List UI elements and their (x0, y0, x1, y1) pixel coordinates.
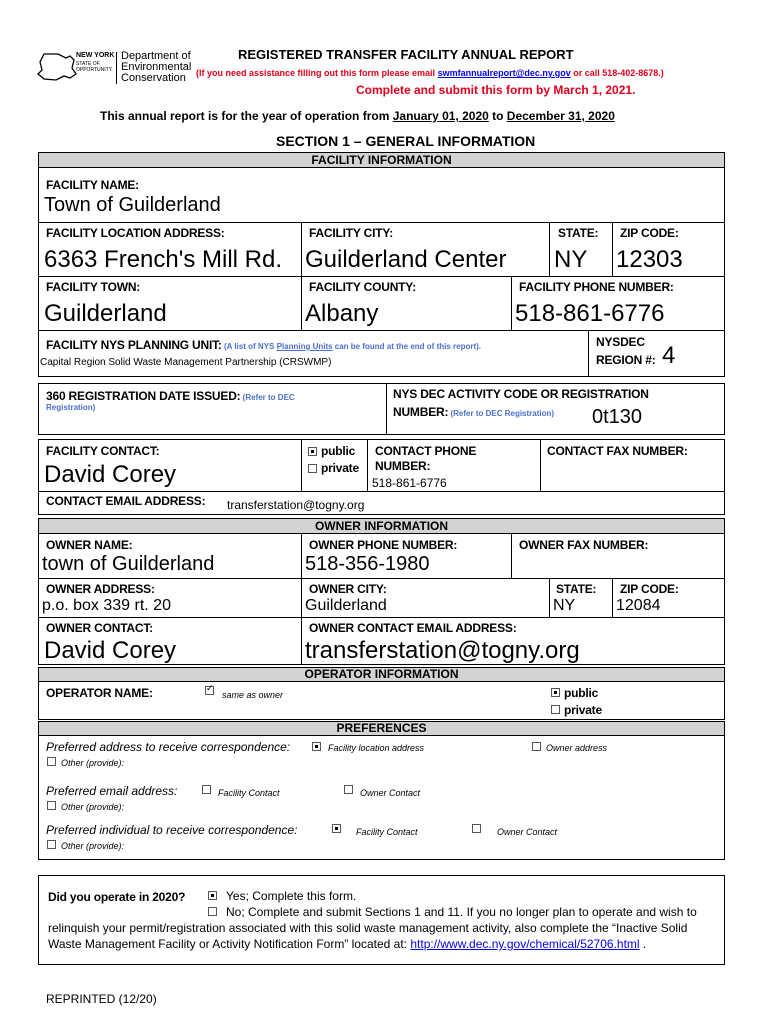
facility-name-value[interactable]: Town of Guilderland (44, 194, 221, 216)
pref-address-facility-checkbox[interactable] (312, 742, 321, 751)
same-as-owner-checkbox[interactable] (205, 686, 214, 695)
year-prefix: This annual report is for the year of operation from (100, 109, 393, 123)
pref-address-facility-label: Facility location address (328, 743, 425, 753)
pref-individual-facility-checkbox[interactable] (332, 824, 341, 833)
planning-note-post: can be found at the end of this report). (332, 342, 482, 351)
facility-county-label: FACILITY COUNTY: (309, 280, 417, 294)
pref-address-question: Preferred address to receive correspondence: (46, 740, 291, 754)
deadline-note: Complete and submit this form by March 1, 2021. (356, 83, 636, 97)
operate-box (38, 875, 725, 965)
section1-title: SECTION 1 – GENERAL INFORMATION (276, 133, 536, 149)
year-of-operation (100, 109, 615, 123)
facility-phone-label: FACILITY PHONE NUMBER: (519, 280, 674, 294)
planning-unit-value[interactable]: Capital Region Solid Waste Management Partnership (CRSWMP) (40, 357, 332, 368)
facility-city-label: FACILITY CITY: (309, 226, 394, 240)
operator-public-label: public (564, 686, 599, 700)
pref-email-question: Preferred email address: (46, 784, 178, 798)
facility-info-bar: FACILITY INFORMATION (38, 152, 725, 168)
facility-contact-label: FACILITY CONTACT: (46, 444, 160, 458)
facility-state-label: STATE: (558, 226, 599, 240)
activity-code-value[interactable]: 0t130 (592, 406, 643, 428)
operate-no-line2: relinquish your permit/registration associated with this solid waste management activity, also complete the “Inactive Solid (48, 921, 688, 935)
new-york-map-icon (36, 52, 80, 82)
year-start: January 01, 2020 (392, 109, 489, 123)
pref-email-owner-label: Owner Contact (360, 788, 421, 798)
region-label-2: REGION #: (596, 353, 656, 367)
owner-zip-label: ZIP CODE: (620, 582, 679, 596)
contact-fax-label: CONTACT FAX NUMBER: (547, 444, 688, 458)
owner-contact-value[interactable]: David Corey (44, 637, 177, 664)
owner-name-label: OWNER NAME: (46, 538, 133, 552)
pref-email-other-checkbox[interactable] (47, 801, 56, 810)
registration-date-note-2: Registration) (46, 403, 96, 412)
pref-address-owner-label: Owner address (546, 743, 608, 753)
planning-units-link[interactable]: Planning Units (276, 342, 333, 351)
owner-phone-value[interactable]: 518-356-1980 (305, 553, 430, 575)
contact-email-label: CONTACT EMAIL ADDRESS: (46, 494, 206, 508)
region-label-1: NYSDEC (596, 335, 645, 349)
operator-name-label: OPERATOR NAME: (46, 686, 153, 700)
operate-no-line3-pre: Waste Management Facility or Activity Notification Form” located at: (48, 937, 411, 951)
owner-email-value[interactable]: transferstation@togny.org (305, 637, 580, 664)
contact-public-checkbox[interactable] (308, 447, 317, 456)
pref-individual-other-checkbox[interactable] (47, 840, 56, 849)
facility-zip-label: ZIP CODE: (620, 226, 679, 240)
pref-email-other-label: Other (provide): (61, 802, 125, 812)
operator-private-label: private (564, 703, 602, 717)
contact-email-value[interactable]: transferstation@togny.org (227, 498, 365, 512)
contact-private-checkbox[interactable] (308, 464, 317, 473)
owner-contact-label: OWNER CONTACT: (46, 621, 153, 635)
activity-code-label-1: NYS DEC ACTIVITY CODE OR REGISTRATION (393, 387, 649, 401)
year-end: December 31, 2020 (506, 109, 615, 123)
owner-city-value[interactable]: Guilderland (305, 597, 387, 614)
pref-email-facility-checkbox[interactable] (202, 785, 211, 794)
planning-unit-label: FACILITY NYS PLANNING UNIT: (46, 338, 222, 352)
owner-info-bar: OWNER INFORMATION (38, 518, 725, 534)
facility-address-label: FACILITY LOCATION ADDRESS: (46, 226, 225, 240)
owner-city-label: OWNER CITY: (309, 582, 387, 596)
owner-zip-value[interactable]: 12084 (616, 597, 661, 614)
logo-state-line3: OPPORTUNITY. (76, 67, 113, 73)
operate-yes-checkbox[interactable] (208, 891, 217, 900)
contact-phone-label-1: CONTACT PHONE (375, 444, 477, 458)
planning-unit-label-row (46, 336, 481, 354)
owner-address-value[interactable]: p.o. box 339 rt. 20 (42, 597, 171, 614)
facility-name-label: FACILITY NAME: (46, 178, 139, 192)
pref-individual-owner-label: Owner Contact (497, 827, 558, 837)
same-as-owner-label: same as owner (222, 690, 284, 700)
contact-public-label: public (321, 444, 356, 458)
facility-county-value[interactable]: Albany (305, 300, 379, 327)
pref-individual-owner-checkbox[interactable] (472, 824, 481, 833)
facility-city-value[interactable]: Guilderland Center (305, 246, 507, 273)
facility-phone-value[interactable]: 518-861-6776 (515, 300, 665, 327)
activity-code-note: (Refer to DEC Registration) (448, 409, 555, 418)
planning-note-pre: (A list of NYS (221, 342, 277, 351)
operate-no-checkbox[interactable] (208, 907, 217, 916)
year-mid: to (488, 109, 507, 123)
facility-zip-value[interactable]: 12303 (616, 246, 683, 273)
facility-town-label: FACILITY TOWN: (46, 280, 141, 294)
assist-prefix: (If you need assistance filling out this form please email (196, 68, 438, 78)
region-value[interactable]: 4 (662, 342, 676, 369)
operate-no-line3-post: . (639, 937, 647, 951)
owner-phone-label: OWNER PHONE NUMBER: (309, 538, 458, 552)
owner-fax-label: OWNER FAX NUMBER: (519, 538, 649, 552)
operator-info-bar: OPERATOR INFORMATION (38, 667, 725, 682)
activity-code-label-2: NUMBER: (393, 405, 449, 419)
pref-individual-question: Preferred individual to receive correspondence: (46, 823, 298, 837)
owner-name-value[interactable]: town of Guilderland (42, 553, 215, 575)
owner-state-value[interactable]: NY (553, 597, 576, 614)
owner-address-label: OWNER ADDRESS: (46, 582, 155, 596)
owner-email-label: OWNER CONTACT EMAIL ADDRESS: (309, 621, 517, 635)
operator-public-checkbox[interactable] (551, 688, 560, 697)
assist-suffix: or call 518-402-8678.) (570, 68, 664, 78)
operate-no-line3 (48, 937, 646, 951)
owner-state-label: STATE: (556, 582, 597, 596)
registration-date-note-1: (Refer to DEC (240, 393, 295, 402)
pref-address-other-label: Other (provide): (61, 758, 125, 768)
assist-email-link[interactable]: swmfannualreport@dec.ny.gov (437, 68, 571, 78)
pref-address-other-checkbox[interactable] (47, 757, 56, 766)
logo-agency-line2: Environmental (121, 61, 192, 73)
contact-phone-label-2: NUMBER: (375, 459, 431, 473)
contact-phone-value[interactable]: 518-861-6776 (372, 476, 447, 490)
logo-state-line2: STATE OF (76, 61, 100, 67)
pref-individual-other-label: Other (provide): (61, 841, 125, 851)
nys-logo (36, 50, 196, 86)
operate-question: Did you operate in 2020? (48, 890, 186, 904)
preferences-bar: PREFERENCES (38, 721, 725, 736)
inactive-form-link[interactable]: http://www.dec.ny.gov/chemical/52706.html (410, 937, 640, 951)
facility-state-value[interactable]: NY (554, 246, 588, 273)
pref-email-facility-label: Facility Contact (218, 788, 280, 798)
logo-agency-line1: Department of (121, 50, 191, 62)
report-title: REGISTERED TRANSFER FACILITY ANNUAL REPORT (238, 47, 574, 62)
pref-email-owner-checkbox[interactable] (344, 785, 353, 794)
activity-code-label-row (393, 403, 554, 421)
facility-town-value[interactable]: Guilderland (44, 300, 167, 327)
operate-yes-label: Yes; Complete this form. (226, 889, 357, 903)
operate-no-line1: No; Complete and submit Sections 1 and 11. If you no longer plan to operate and wish to (226, 905, 697, 919)
contact-private-label: private (321, 461, 359, 475)
logo-state-line1: NEW YORK (76, 52, 115, 59)
assistance-note (196, 68, 664, 78)
facility-address-value[interactable]: 6363 French's Mill Rd. (44, 246, 283, 273)
facility-contact-value[interactable]: David Corey (44, 461, 177, 488)
operator-private-checkbox[interactable] (551, 705, 560, 714)
pref-address-owner-checkbox[interactable] (532, 742, 541, 751)
registration-date-label: 360 REGISTRATION DATE ISSUED: (46, 389, 241, 403)
logo-agency-line3: Conservation (121, 72, 186, 84)
pref-individual-facility-label: Facility Contact (356, 827, 418, 837)
reprinted-footer: REPRINTED (12/20) (46, 992, 157, 1006)
